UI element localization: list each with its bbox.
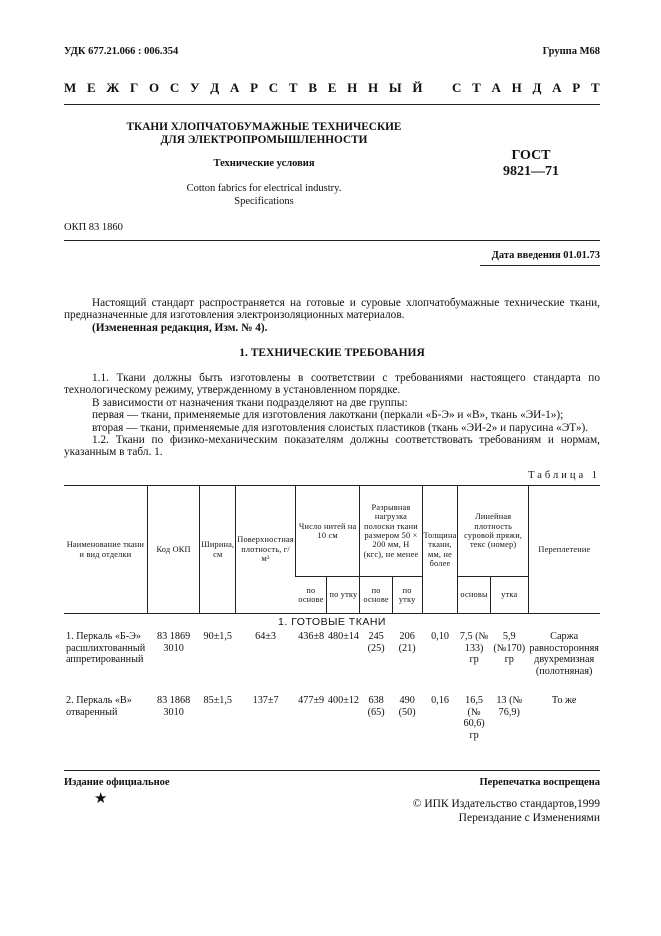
banner-gap (433, 80, 441, 96)
row-linear-warp: 7,5 (№ 133) гр (459, 631, 489, 666)
title-line-1: ТКАНИ ХЛОПЧАТОБУМАЖНЫЕ ТЕХНИЧЕСКИЕ (126, 121, 402, 133)
title-line-2: ДЛЯ ЭЛЕКТРОПРОМЫШЛЕННОСТИ (160, 134, 368, 146)
title-rule (64, 240, 600, 241)
row-density: 137±7 (252, 695, 279, 707)
reissue-note: Переиздание с Изменениями (458, 812, 600, 824)
footer-rule (64, 770, 600, 771)
effective-date-label: Дата введения (491, 250, 561, 261)
row-thickness: 0,16 (431, 695, 449, 707)
col-linear-header: Линейная плотность суровой пряжи, текс (номер) (458, 486, 528, 577)
row-load-weft: 490 (50) (398, 695, 416, 718)
banner-letter: Т (288, 80, 298, 95)
intro-paragraph: Настоящий стандарт распространяется на готовые и суровые хлопчатобумажные технические ткани, предназначенные для изготовления электроизоляционных материалов. (64, 297, 600, 322)
amendment-note: (Измененная редакция, Изм. № 4). (92, 321, 268, 334)
threads-weft-header: по утку (327, 577, 360, 614)
row-code: 83 1869 3010 (157, 631, 191, 654)
row-threads-weft: 480±14 (327, 631, 359, 643)
paragraph-1-2: 1.2. Ткани по физико-механическим показателям должны соответствовать требованиям и нормам, указанным в табл. 1. (64, 434, 600, 459)
table-1 (64, 485, 600, 745)
col-thickness-header: Толщина ткани, мм, не более (422, 486, 458, 614)
row-threads-warp: 436±8 (298, 631, 325, 643)
banner-letter: А (229, 80, 240, 95)
row-load-warp: 245 (25) (367, 631, 385, 654)
paragraph-first-group: первая — ткани, применяемые для изготовления лакоткани (перкали «Б-Э» и «В», ткань «ЭИ-1»); (92, 409, 564, 422)
gost-block (478, 148, 584, 180)
date-underline (480, 265, 600, 266)
col-load-header: Разрывная нагрузка полоски ткани размером 50 × 200 мм, Н (кгс), не менее (360, 486, 422, 577)
title-block (64, 121, 464, 147)
english-title-line-2: Specifications (234, 195, 294, 207)
banner-letter: Й (412, 80, 423, 95)
reprint-prohibited: Перепечатка воспрещена (479, 777, 600, 788)
banner-letter: Н (347, 80, 358, 95)
col-code-header: Код ОКП (147, 486, 199, 614)
banner-letter: М (64, 80, 77, 95)
row-weave: То же (551, 695, 577, 707)
publisher-block (413, 797, 600, 825)
col-width-header: Ширина, см (200, 486, 236, 614)
row-linear-weft: 5,9 (№170) гр (493, 631, 526, 666)
col-name-header: Наименование ткани и вид отделки (64, 486, 147, 614)
effective-date-value: 01.01.73 (563, 250, 600, 261)
header-rule (64, 104, 600, 105)
gost-label: ГОСТ (511, 148, 551, 163)
banner-letter: С (451, 80, 462, 95)
banner-letter: У (190, 80, 200, 95)
udk-code: УДК 677.21.066 : 006.354 (64, 46, 179, 57)
copyright: © ИПК Издательство стандартов,1999 (412, 798, 600, 810)
row-weave: Саржа равносторонняя двухремизная (полотняная) (529, 631, 599, 677)
col-weave-header: Переплетение (528, 486, 600, 614)
banner-letter: Е (327, 80, 337, 95)
table-section-label: 1. ГОТОВЫЕ ТКАНИ (278, 616, 386, 628)
row-density: 64±3 (255, 631, 277, 643)
banner-letter: С (268, 80, 279, 95)
english-title-line-1: Cotton fabrics for electrical industry. (186, 183, 342, 194)
paragraph-second-group: вторая — ткани, применяемые для изготовления слоистых пластиков (ткань «ЭИ-2» и парусина «ЭТ»). (92, 421, 589, 434)
table-caption: Таблица 1 (528, 470, 600, 481)
paragraph-groups: В зависимости от назначения ткани подразделяют на две группы: (92, 396, 408, 409)
banner-letter: Е (87, 80, 96, 95)
banner-letter: Н (368, 80, 379, 95)
row-linear-weft: 13 (№ 76,9) (496, 695, 523, 718)
section-text (64, 372, 600, 459)
banner-letter: Н (511, 80, 522, 95)
banner-letter: Р (572, 80, 581, 95)
banner-letter: Т (472, 80, 481, 95)
banner-letter: О (149, 80, 160, 95)
intro (64, 297, 600, 334)
english-title (64, 183, 464, 208)
star-icon: ★ (94, 791, 108, 807)
banner-letter: Т (590, 80, 600, 95)
gost-number: 9821—71 (503, 164, 559, 179)
row-width: 85±1,5 (203, 695, 233, 707)
effective-date (492, 250, 600, 261)
row-name: 1. Перкаль «Б-Э» расшлихтованный аппретированный (66, 631, 146, 666)
banner-letter: А (491, 80, 501, 95)
linear-weft-header: утка (490, 577, 528, 614)
paragraph-1-1: 1.1. Ткани должны быть изготовлены в соответствии с требованиями настоящего стандарта по технологическому режиму, утвержденному в установленном порядке. (64, 372, 600, 397)
row-load-weft: 206 (21) (398, 631, 416, 654)
row-load-warp: 638 (65) (367, 695, 385, 718)
load-warp-header: по основе (360, 577, 392, 614)
table-row (64, 631, 600, 695)
section-heading: 1. ТЕХНИЧЕСКИЕ ТРЕБОВАНИЯ (239, 347, 425, 359)
col-density-header: Поверхностная плотность, г/м² (236, 486, 296, 614)
banner-letter: В (308, 80, 317, 95)
banner-letter: Г (130, 80, 139, 95)
banner-letter: А (552, 80, 562, 95)
row-threads-weft: 400±12 (327, 695, 359, 707)
row-width: 90±1,5 (203, 631, 233, 643)
table-row (64, 695, 600, 745)
banner-letter: Ы (388, 80, 402, 95)
banner-letter: С (169, 80, 180, 95)
linear-warp-header: основы (458, 577, 490, 614)
interstate-standard-banner (64, 80, 600, 96)
banner-letter: Д (210, 80, 220, 95)
load-weft-header: по утку (392, 577, 422, 614)
official-edition: Издание официальное (64, 777, 170, 788)
row-threads-warp: 477±9 (298, 695, 325, 707)
subtitle: Технические условия (213, 158, 315, 169)
row-thickness: 0,10 (431, 631, 449, 643)
banner-letter: Ж (106, 80, 120, 95)
banner-letter: Д (532, 80, 542, 95)
row-name: 2. Перкаль «В» отваренный (66, 695, 132, 718)
row-linear-warp: 16,5 (№ 60,6) гр (463, 695, 485, 741)
row-code: 83 1868 3010 (157, 695, 191, 718)
col-threads-header: Число нитей на 10 см (295, 486, 360, 577)
threads-warp-header: по основе (295, 577, 327, 614)
okp-code: ОКП 83 1860 (64, 222, 123, 233)
banner-letter: Р (250, 80, 259, 95)
group-code: Группа М68 (542, 46, 600, 57)
